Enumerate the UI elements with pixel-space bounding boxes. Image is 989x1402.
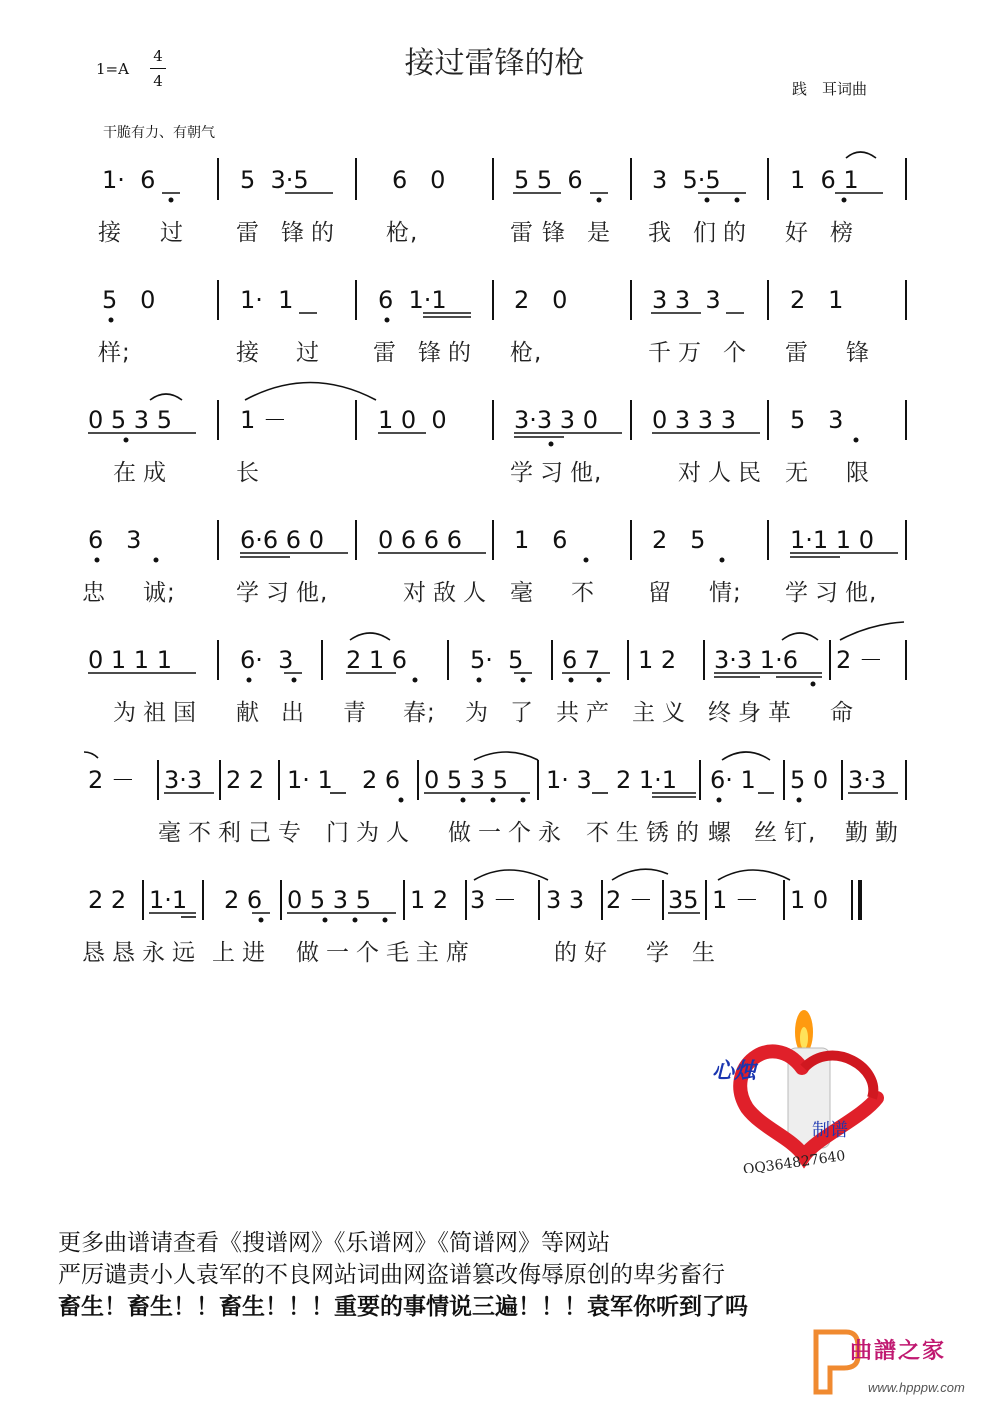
lyric-syllable: 民 bbox=[738, 460, 762, 486]
measure-3: 2 6 bbox=[224, 886, 263, 914]
rhythm-lines bbox=[88, 673, 822, 677]
footer-line-2: 严厉谴责小人袁军的不良网站词曲网盗谱篡改侮辱原创的卑劣畜行 bbox=[58, 1262, 725, 1288]
lyric-syllable: 他, bbox=[570, 460, 603, 486]
octave-dots bbox=[109, 318, 390, 323]
lyric-syllable: 枪, bbox=[510, 340, 543, 366]
lyric-syllable: 人 bbox=[386, 820, 410, 846]
lyric-syllable: 产 bbox=[586, 700, 610, 726]
candle-heart-icon bbox=[712, 998, 892, 1173]
score-line-5 bbox=[88, 622, 906, 726]
lyric-syllable: 习 bbox=[266, 580, 290, 606]
site-logo[interactable] bbox=[806, 1322, 981, 1398]
lyric-syllable: 的 bbox=[554, 940, 578, 966]
lyric-syllable: 了 bbox=[510, 700, 534, 726]
measure-4: 2 0 bbox=[514, 286, 568, 314]
lyric-syllable: 锋 bbox=[281, 220, 305, 246]
lyric-syllable: 的 bbox=[448, 340, 472, 366]
measure-2: 1· 1 bbox=[240, 286, 294, 314]
lyric-syllable: 做 bbox=[448, 820, 472, 846]
lyric-syllable: 毫 bbox=[510, 580, 534, 606]
lyric-syllable: 终 bbox=[708, 700, 732, 726]
lyric-syllable: 忠 bbox=[82, 580, 106, 606]
site-logo-url: www.hpppw.com bbox=[868, 1380, 965, 1395]
lyrics-line-6 bbox=[158, 820, 899, 846]
measure-11: 3·3 bbox=[848, 766, 887, 794]
rhythm-lines bbox=[164, 793, 898, 797]
lyric-syllable: 上 bbox=[212, 940, 236, 966]
lyric-syllable: 的 bbox=[311, 220, 335, 246]
measure-10: 5 0 bbox=[790, 766, 829, 794]
lyric-syllable: 枪, bbox=[386, 220, 419, 246]
lyric-syllable: 雷 bbox=[373, 340, 397, 366]
measure-1: 6 3 bbox=[88, 526, 142, 554]
score-line-7 bbox=[82, 869, 860, 966]
octave-dots bbox=[247, 678, 816, 687]
measure-1: 5 0 bbox=[102, 286, 156, 314]
measure-9: 6· 1 bbox=[710, 766, 756, 794]
slur bbox=[782, 633, 818, 640]
lyric-syllable: 生 bbox=[616, 820, 640, 846]
time-signature-top: 4 bbox=[153, 47, 163, 65]
score-line-1 bbox=[98, 152, 906, 246]
measure-2: 6· 3 bbox=[240, 646, 294, 674]
lyric-syllable: 远 bbox=[172, 940, 196, 966]
key-signature: 1=A bbox=[96, 60, 129, 78]
lyric-syllable: 对 bbox=[678, 460, 702, 486]
lyric-syllable: 毫 bbox=[158, 820, 182, 846]
lyric-syllable: 共 bbox=[556, 700, 580, 726]
measure-6: 1 6 1 bbox=[790, 166, 859, 194]
lyric-syllable: 恳 bbox=[82, 940, 106, 966]
score-line-6 bbox=[84, 752, 906, 846]
measure-2: 6·6 6 0 bbox=[240, 526, 324, 554]
tempo-marking: 干脆有力、有朝气 bbox=[103, 125, 215, 141]
lyric-syllable: 个 bbox=[508, 820, 532, 846]
footer-line-3: 畜生！畜生！！畜生！！！重要的事情说三遍！！！袁军你听到了吗 bbox=[58, 1294, 748, 1320]
slur bbox=[612, 869, 668, 880]
lyric-syllable: 出 bbox=[281, 700, 305, 726]
lyric-syllable: 人 bbox=[708, 460, 732, 486]
lyric-syllable: 无 bbox=[785, 460, 809, 486]
measure-8: 2 － bbox=[606, 886, 653, 914]
measure-4: 5· 5 bbox=[470, 646, 524, 674]
lyric-syllable: 为 bbox=[465, 700, 489, 726]
slur bbox=[722, 752, 770, 760]
measure-4: 1 6 bbox=[514, 526, 568, 554]
measure-6: 2 1 bbox=[790, 286, 844, 314]
slur bbox=[350, 633, 390, 640]
score-line-3 bbox=[88, 383, 906, 487]
watermark bbox=[712, 998, 892, 1173]
lyric-syllable: 永 bbox=[142, 940, 166, 966]
measure-8: 2 1·1 bbox=[616, 766, 678, 794]
lyric-syllable: 为 bbox=[356, 820, 380, 846]
lyric-syllable: 接 bbox=[236, 340, 260, 366]
lyrics-line-5 bbox=[113, 700, 854, 726]
octave-dots bbox=[399, 798, 802, 803]
site-logo-icon bbox=[806, 1322, 981, 1398]
measure-11: 1 0 bbox=[790, 886, 829, 914]
lyric-syllable: 是 bbox=[587, 220, 611, 246]
measure-6: 5 3 bbox=[790, 406, 844, 434]
lyrics-line-4 bbox=[82, 580, 877, 606]
lyric-syllable: 专 bbox=[278, 820, 302, 846]
lyric-syllable: 不 bbox=[571, 580, 595, 606]
measure-1: 2 － bbox=[88, 766, 135, 794]
measure-3: 2 2 bbox=[226, 766, 265, 794]
score-line-2 bbox=[98, 280, 906, 366]
lyric-syllable: 一 bbox=[326, 940, 350, 966]
watermark-text: 心烛 bbox=[712, 1058, 757, 1084]
lyric-syllable: 他, bbox=[845, 580, 878, 606]
lyric-syllable: 榜 bbox=[830, 220, 854, 246]
lyric-syllable: 成 bbox=[143, 460, 167, 486]
lyric-syllable: 样; bbox=[98, 340, 131, 366]
measure-5: 0 3 3 3 bbox=[652, 406, 736, 434]
lyric-syllable: 人 bbox=[463, 580, 487, 606]
lyric-syllable: 留 bbox=[648, 580, 672, 606]
slur bbox=[150, 394, 182, 400]
lyric-syllable: 勤 bbox=[845, 820, 869, 846]
lyric-syllable: 献 bbox=[236, 700, 260, 726]
octave-dots bbox=[169, 198, 847, 203]
lyric-syllable: 主 bbox=[416, 940, 440, 966]
lyric-syllable: 做 bbox=[296, 940, 320, 966]
slur bbox=[846, 152, 876, 158]
slur bbox=[474, 870, 548, 880]
lyric-syllable: 千 bbox=[648, 340, 672, 366]
lyrics-line-1 bbox=[98, 220, 854, 246]
lyric-syllable: 进 bbox=[242, 940, 266, 966]
measure-1: 2 2 bbox=[88, 886, 127, 914]
measure-4: 1· 1 bbox=[287, 766, 333, 794]
lyric-syllable: 对 bbox=[403, 580, 427, 606]
lyric-syllable: 习 bbox=[815, 580, 839, 606]
lyric-syllable: 己 bbox=[248, 820, 272, 846]
lyric-syllable: 学 bbox=[510, 460, 534, 486]
measure-5: 2 6 bbox=[362, 766, 401, 794]
lyric-syllable: 门 bbox=[326, 820, 350, 846]
measure-2: 3·3 bbox=[164, 766, 203, 794]
measure-2: 1·1 bbox=[149, 886, 188, 914]
tie bbox=[840, 622, 904, 640]
measure-5: 6 7 bbox=[562, 646, 601, 674]
lyric-syllable: 学 bbox=[236, 580, 260, 606]
lyric-syllable: 万 bbox=[678, 340, 702, 366]
rhythm-lines bbox=[240, 553, 898, 557]
watermark-qq: QQ364827640 bbox=[742, 1148, 847, 1173]
lyric-syllable: 个 bbox=[356, 940, 380, 966]
octave-dots bbox=[124, 438, 859, 447]
measure-2: 1 － bbox=[240, 406, 287, 434]
lyric-syllable: 主 bbox=[632, 700, 656, 726]
score-line-4 bbox=[82, 520, 906, 606]
measure-1: 0 1 1 1 bbox=[88, 646, 172, 674]
measure-3: 6 1·1 bbox=[378, 286, 447, 314]
measure-4: 0 5 3 5 bbox=[287, 886, 371, 914]
measure-3: 2 1 6 bbox=[346, 646, 408, 674]
measure-6: 1·1 1 0 bbox=[790, 526, 874, 554]
measure-7: 3 3 bbox=[546, 886, 585, 914]
lyric-syllable: 好 bbox=[584, 940, 608, 966]
lyric-syllable: 国 bbox=[173, 700, 197, 726]
watermark-sub: 制谱 bbox=[812, 1120, 848, 1141]
lyric-syllable: 长 bbox=[236, 460, 260, 486]
measure-6: 1 2 bbox=[638, 646, 677, 674]
measure-6: 3 － bbox=[470, 886, 517, 914]
lyric-syllable: 钉, bbox=[784, 820, 817, 846]
lyric-syllable: 毛 bbox=[386, 940, 410, 966]
measure-6: 0 5 3 5 bbox=[424, 766, 508, 794]
lyric-syllable: 在 bbox=[113, 460, 137, 486]
measure-8: 2 － bbox=[836, 646, 883, 674]
measure-5: 3 5·5 bbox=[652, 166, 721, 194]
lyric-syllable: 恳 bbox=[112, 940, 136, 966]
measure-4: 5 5 6 bbox=[514, 166, 583, 194]
octave-dots bbox=[259, 918, 388, 923]
measure-4: 3·3 3 0 bbox=[514, 406, 598, 434]
lyrics-line-7 bbox=[82, 940, 716, 966]
lyric-syllable: 义 bbox=[662, 700, 686, 726]
measure-1: 0 5 3 5 bbox=[88, 406, 172, 434]
measure-2: 5 3·5 bbox=[240, 166, 309, 194]
rhythm-lines bbox=[88, 433, 760, 437]
lyric-syllable: 锋 bbox=[542, 220, 566, 246]
lyrics-line-3 bbox=[113, 460, 870, 486]
lyric-syllable: 不 bbox=[586, 820, 610, 846]
lyric-syllable: 好 bbox=[785, 220, 809, 246]
lyric-syllable: 为 bbox=[113, 700, 137, 726]
measure-3: 1 0 0 bbox=[378, 406, 447, 434]
measure-7: 1· 3 bbox=[546, 766, 592, 794]
slur bbox=[718, 870, 790, 880]
lyric-syllable: 他, bbox=[296, 580, 329, 606]
tie-end bbox=[84, 752, 98, 758]
lyric-syllable: 的 bbox=[676, 820, 700, 846]
lyric-syllable: 锋 bbox=[846, 340, 870, 366]
lyric-syllable: 接 bbox=[98, 220, 122, 246]
composer-credit: 践 耳词曲 bbox=[792, 80, 868, 98]
lyric-syllable: 生 bbox=[692, 940, 716, 966]
lyric-syllable: 情; bbox=[709, 580, 742, 606]
lyric-syllable: 习 bbox=[540, 460, 564, 486]
measure-7: 3·3 1·6 bbox=[714, 646, 798, 674]
lyric-syllable: 限 bbox=[846, 460, 870, 486]
lyric-syllable: 诚; bbox=[143, 580, 176, 606]
lyric-syllable: 锈 bbox=[646, 820, 670, 846]
lyric-syllable: 们 bbox=[693, 220, 717, 246]
measure-10: 1 － bbox=[712, 886, 759, 914]
slur bbox=[474, 752, 538, 760]
site-logo-name: 曲譜之家 bbox=[850, 1338, 947, 1363]
lyric-syllable: 学 bbox=[785, 580, 809, 606]
lyrics-line-2 bbox=[98, 340, 870, 366]
footer-line-1: 更多曲谱请查看《搜谱网》《乐谱网》《简谱网》等网站 bbox=[58, 1230, 610, 1256]
lyric-syllable: 青 bbox=[343, 700, 367, 726]
measure-3: 6 0 bbox=[392, 166, 446, 194]
time-signature-bottom: 4 bbox=[150, 68, 166, 93]
measure-5: 3 3 3 bbox=[652, 286, 721, 314]
lyric-syllable: 利 bbox=[218, 820, 242, 846]
lyric-syllable: 革 bbox=[768, 700, 792, 726]
tie bbox=[245, 383, 376, 401]
lyric-syllable: 一 bbox=[478, 820, 502, 846]
measure-1: 1· 6 bbox=[102, 166, 156, 194]
lyric-syllable: 祖 bbox=[143, 700, 167, 726]
page-title: 接过雷锋的枪 bbox=[404, 46, 585, 81]
lyric-syllable: 命 bbox=[830, 700, 854, 726]
lyric-syllable: 雷 bbox=[785, 340, 809, 366]
lyric-syllable: 螺 bbox=[708, 820, 732, 846]
lyric-syllable: 个 bbox=[723, 340, 747, 366]
lyric-syllable: 锋 bbox=[418, 340, 442, 366]
measure-3: 0 6 6 6 bbox=[378, 526, 462, 554]
lyric-syllable: 勤 bbox=[875, 820, 899, 846]
lyric-syllable: 过 bbox=[296, 340, 320, 366]
lyric-syllable: 的 bbox=[723, 220, 747, 246]
lyric-syllable: 我 bbox=[648, 220, 672, 246]
lyric-syllable: 雷 bbox=[236, 220, 260, 246]
lyric-syllable: 春; bbox=[403, 700, 436, 726]
lyric-syllable: 过 bbox=[160, 220, 184, 246]
lyric-syllable: 雷 bbox=[510, 220, 534, 246]
measure-5: 1 2 bbox=[410, 886, 449, 914]
measure-9: 35 bbox=[668, 886, 699, 914]
lyric-syllable: 身 bbox=[738, 700, 762, 726]
lyric-syllable: 永 bbox=[538, 820, 562, 846]
lyric-syllable: 席 bbox=[446, 940, 470, 966]
lyric-syllable: 学 bbox=[646, 940, 670, 966]
lyric-syllable: 敌 bbox=[433, 580, 457, 606]
lyric-syllable: 丝 bbox=[754, 820, 778, 846]
lyric-syllable: 不 bbox=[188, 820, 212, 846]
measure-5: 2 5 bbox=[652, 526, 706, 554]
